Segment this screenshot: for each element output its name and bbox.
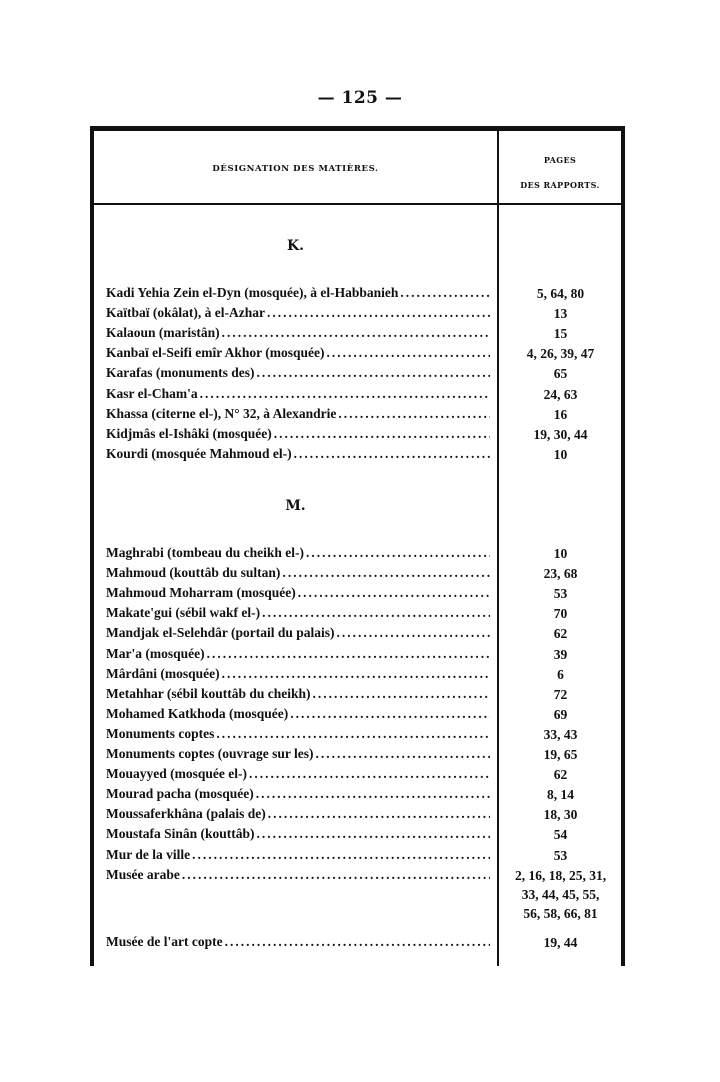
- entry-label: Karafas (monuments des): [106, 365, 255, 381]
- page-number: — 125 —: [317, 88, 403, 108]
- entry-label: Mahmoud (kouttâb du sultan): [106, 565, 281, 581]
- entry-pages: [500, 805, 621, 824]
- index-entry: [106, 426, 490, 445]
- index-entry: [106, 867, 490, 886]
- entry-pages: [500, 745, 621, 764]
- index-entry: [106, 585, 490, 604]
- entry-pages: [500, 324, 621, 343]
- entry-label: Musée de l'art copte: [106, 933, 223, 949]
- entry-label: Mârdâni (mosquée): [106, 665, 220, 681]
- entry-label: Mourad pacha (mosquée): [106, 786, 254, 802]
- page-ref-line: 33, 43: [543, 726, 578, 742]
- leader-dots: [400, 285, 490, 301]
- index-entry: [106, 305, 490, 324]
- index-entry: [106, 325, 490, 344]
- index-entry: [106, 406, 490, 425]
- entry-pages: [500, 344, 621, 363]
- index-entry: [106, 686, 490, 705]
- index-entry: [106, 826, 490, 845]
- entry-pages: [500, 405, 621, 424]
- page-ref-line: 13: [553, 306, 568, 322]
- entry-pages: [500, 584, 621, 603]
- leader-dots: [262, 605, 490, 621]
- entry-pages: [500, 425, 621, 444]
- entry-pages: [500, 284, 621, 303]
- page-ref-line: 19, 30, 44: [533, 426, 588, 442]
- leader-dots: [200, 386, 490, 402]
- entry-pages: [500, 604, 621, 623]
- page-ref-line: 54: [553, 827, 568, 843]
- leader-dots: [256, 786, 490, 802]
- entry-pages: [500, 645, 621, 664]
- page-ref-line: 33, 44, 45, 55,: [521, 886, 600, 902]
- header-rule: [94, 203, 621, 205]
- entry-label: Mandjak el-Selehdâr (portail du palais): [106, 625, 335, 641]
- leader-dots: [207, 646, 490, 662]
- page-ref-line: 62: [553, 626, 568, 642]
- entry-label: Kaïtbaï (okâlat), à el-Azhar: [106, 305, 265, 321]
- entry-label: Kalaoun (maristân): [106, 325, 220, 341]
- index-entry: [106, 565, 490, 584]
- page-ref-line: 2, 16, 18, 25, 31,: [514, 867, 607, 883]
- page-ref-line: 6: [557, 666, 564, 682]
- leader-dots: [182, 867, 490, 883]
- leader-dots: [225, 934, 490, 950]
- leader-dots: [274, 426, 490, 442]
- column-divider: [497, 126, 499, 966]
- entry-pages: [500, 765, 621, 784]
- index-entry: [106, 625, 490, 644]
- page-ref-line: 70: [553, 606, 568, 622]
- entry-pages: [500, 445, 621, 464]
- leader-dots: [290, 706, 490, 722]
- leader-dots: [222, 666, 490, 682]
- table-right-rule: [621, 126, 625, 966]
- entry-label: Kanbaï el-Seifi emîr Akhor (mosquée): [106, 345, 325, 361]
- page-ref-line: 39: [553, 646, 568, 662]
- entry-pages: [500, 846, 621, 865]
- entry-label: Mar'a (mosquée): [106, 645, 205, 661]
- entry-pages: [500, 624, 621, 643]
- leader-dots: [315, 746, 490, 762]
- entry-pages: [500, 685, 621, 704]
- leader-dots: [313, 686, 490, 702]
- entry-pages: [500, 725, 621, 744]
- index-entry: [106, 646, 490, 665]
- page-ref-line: 24, 63: [543, 386, 578, 402]
- index-entry: [106, 726, 490, 745]
- entry-label: Moussaferkhâna (palais de): [106, 806, 266, 822]
- leader-dots: [216, 726, 490, 742]
- leader-dots: [268, 806, 490, 822]
- leader-dots: [298, 585, 490, 601]
- entry-pages: [500, 544, 621, 563]
- index-entry: [106, 545, 490, 564]
- entry-label: Kourdi (mosquée Mahmoud el-): [106, 445, 292, 461]
- entry-label: Kadi Yehia Zein el-Dyn (mosquée), à el-Habbanieh: [106, 285, 399, 300]
- entry-label: Makate'gui (sébil wakf el-): [106, 605, 261, 621]
- page-ref-line: 72: [553, 686, 568, 702]
- entry-pages: [500, 665, 621, 684]
- index-entry: [106, 386, 490, 405]
- page-ref-line: 19, 44: [543, 934, 578, 950]
- page-ref-line: 62: [553, 767, 568, 783]
- entry-label: Musée arabe: [106, 866, 180, 882]
- index-table: [90, 126, 625, 966]
- index-entry: [106, 706, 490, 725]
- page-ref-line: 10: [553, 546, 568, 561]
- entry-label: Monuments coptes (ouvrage sur les): [106, 746, 314, 761]
- page-ref-line: 18, 30: [543, 807, 578, 823]
- index-entry: [106, 806, 490, 825]
- page-ref-line: 8, 14: [547, 787, 574, 803]
- page-ref-line: 16: [553, 406, 568, 422]
- page-ref-line: 4, 26, 39, 47: [526, 346, 595, 362]
- leader-dots: [338, 406, 490, 422]
- leader-dots: [257, 365, 491, 381]
- pages-header: [499, 148, 621, 198]
- entry-label: Kasr el-Cham'a: [106, 385, 198, 401]
- page-ref-line: 5, 64, 80: [536, 286, 585, 301]
- leader-dots: [294, 446, 490, 462]
- entry-pages: [500, 933, 621, 952]
- leader-dots: [327, 345, 491, 361]
- entry-pages: [500, 364, 621, 383]
- leader-dots: [249, 766, 490, 782]
- entry-label: Kidjmâs el-Ishâki (mosquée): [106, 425, 272, 441]
- leader-dots: [222, 325, 490, 341]
- entry-pages: [500, 785, 621, 804]
- index-entry: [106, 847, 490, 866]
- page-ref-line: 53: [553, 586, 568, 602]
- page-ref-line: 53: [553, 847, 568, 863]
- entry-label: Moustafa Sinân (kouttâb): [106, 826, 255, 842]
- entry-label: Khassa (citerne el-), N° 32, à Alexandrie: [106, 405, 337, 421]
- leader-dots: [257, 826, 490, 842]
- entry-label: Mohamed Katkhoda (mosquée): [106, 705, 289, 721]
- leader-dots: [282, 565, 490, 581]
- table-top-rule: [90, 126, 625, 131]
- leader-dots: [267, 305, 490, 321]
- page-ref-line: 10: [553, 446, 568, 462]
- entry-pages: [500, 385, 621, 404]
- entry-pages: [500, 866, 621, 923]
- entry-label: Mahmoud Moharram (mosquée): [106, 585, 296, 601]
- index-entry: [106, 786, 490, 805]
- entry-pages: [500, 705, 621, 724]
- leader-dots: [337, 625, 490, 641]
- index-entry: [106, 746, 490, 765]
- page-ref-line: 19, 65: [543, 747, 578, 762]
- index-entry: [106, 766, 490, 785]
- entry-label: Monuments coptes: [106, 725, 215, 741]
- index-entry: [106, 605, 490, 624]
- index-entry: [106, 446, 490, 465]
- entry-label: Mur de la ville: [106, 846, 191, 862]
- entry-pages: [500, 825, 621, 844]
- page-ref-line: 15: [553, 326, 568, 342]
- page-ref-line: 56, 58, 66, 81: [523, 905, 598, 921]
- entry-pages: [500, 564, 621, 583]
- page-ref-line: 69: [553, 706, 568, 722]
- section-letter: M.: [285, 498, 306, 514]
- index-entry: [106, 666, 490, 685]
- page-ref-line: 65: [553, 366, 568, 382]
- entry-label: Metahhar (sébil kouttâb du cheikh): [106, 685, 311, 701]
- leader-dots: [192, 847, 490, 863]
- index-entry: [106, 365, 490, 384]
- pages-header-line2: DES RAPPORTS.: [520, 180, 600, 190]
- index-entry: [106, 934, 490, 953]
- index-entry: [106, 345, 490, 364]
- pages-header-line1: PAGES: [543, 155, 577, 165]
- designation-header: DÉSIGNATION DES MATIÈRES.: [212, 164, 379, 174]
- index-entry: [106, 285, 490, 304]
- section-letter: K.: [286, 238, 305, 254]
- entry-label: Mouayyed (mosquée el-): [106, 766, 247, 782]
- entry-label: Maghrabi (tombeau du cheikh el-): [106, 545, 305, 560]
- leader-dots: [306, 545, 490, 561]
- page-ref-line: 23, 68: [543, 566, 578, 582]
- entry-pages: [500, 304, 621, 323]
